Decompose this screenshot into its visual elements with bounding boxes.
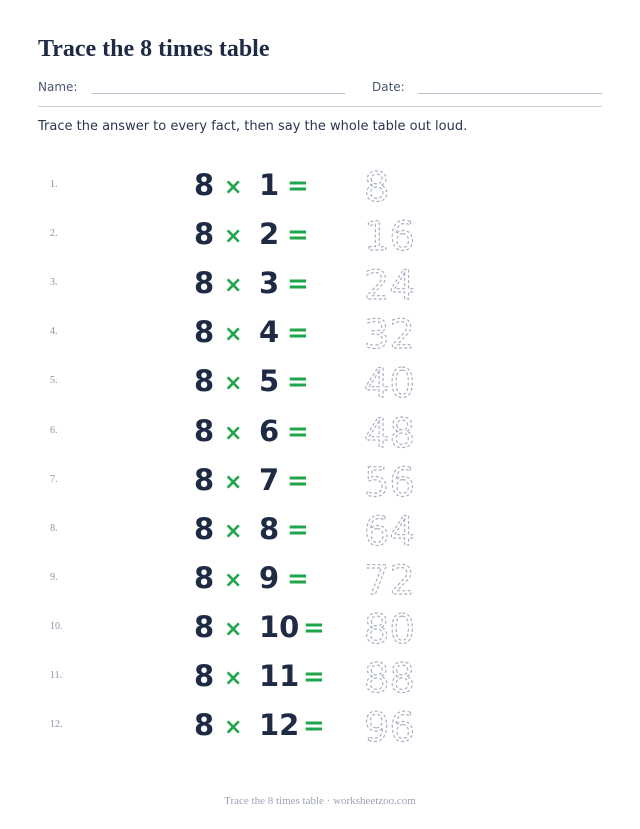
equals-sign: =	[287, 563, 309, 594]
equals-sign: =	[287, 514, 309, 545]
traceable-answer[interactable]	[362, 506, 432, 550]
dashed-answer: 56	[364, 459, 415, 501]
times-sign: ×	[224, 666, 243, 691]
dashed-answer: 80	[364, 606, 415, 648]
row-number: 2.	[50, 228, 58, 240]
dashed-answer: 48	[364, 410, 415, 452]
fact-row	[0, 260, 640, 309]
multiplicand: 8	[194, 462, 215, 497]
multiplier: 3	[259, 266, 280, 301]
equals-sign: =	[303, 612, 325, 643]
multiplicand: 8	[194, 266, 215, 301]
multiplicand: 8	[194, 708, 215, 743]
times-sign: ×	[224, 715, 243, 741]
row-number: 10.	[50, 620, 63, 632]
multiplicand: 8	[194, 168, 215, 202]
equals-sign: =	[287, 465, 309, 496]
multiplier: 1	[259, 168, 280, 202]
times-sign: ×	[224, 273, 243, 299]
header-divider	[38, 106, 602, 107]
traceable-answer[interactable]	[362, 162, 432, 206]
traceable-answer[interactable]	[362, 457, 432, 501]
instructions: Trace the answer to every fact, then say the whole table out loud.	[38, 119, 468, 134]
name-label: Name:	[38, 80, 78, 94]
date-label: Date:	[372, 80, 405, 94]
equals-sign: =	[303, 662, 325, 692]
dashed-answer: 40	[364, 361, 415, 403]
dashed-answer: 24	[364, 263, 415, 305]
multiplicand: 8	[194, 364, 215, 399]
traceable-answer[interactable]	[362, 702, 432, 746]
traceable-answer[interactable]	[362, 653, 432, 697]
fact-row	[0, 604, 640, 653]
dashed-answer: 88	[364, 656, 415, 697]
dashed-answer: 96	[364, 705, 415, 747]
multiplier: 2	[259, 217, 280, 252]
equals-sign: =	[303, 711, 325, 742]
equals-sign: =	[287, 220, 309, 251]
times-sign: ×	[224, 322, 243, 348]
dashed-answer: 64	[364, 508, 415, 550]
multiplier: 10	[259, 609, 300, 644]
multiplier: 8	[259, 511, 280, 546]
date-field[interactable]	[418, 93, 602, 94]
name-field[interactable]	[92, 93, 345, 94]
page-title: Trace the 8 times table	[38, 36, 270, 62]
multiplicand: 8	[194, 413, 215, 448]
row-number: 4.	[50, 326, 58, 338]
row-number: 7.	[50, 473, 58, 485]
multiplier: 4	[259, 315, 280, 350]
fact-row	[0, 309, 640, 358]
times-sign: ×	[224, 616, 243, 642]
row-number: 6.	[50, 424, 58, 436]
fact-row	[0, 358, 640, 407]
row-number: 5.	[50, 375, 58, 387]
multiplier: 11	[259, 659, 300, 693]
traceable-answer[interactable]	[362, 604, 432, 648]
dashed-answer: 8	[364, 165, 390, 206]
fact-row	[0, 211, 640, 260]
row-number: 9.	[50, 571, 58, 583]
times-sign: ×	[224, 420, 243, 446]
traceable-answer[interactable]	[362, 555, 432, 599]
traceable-answer[interactable]	[362, 309, 432, 353]
multiplier: 9	[259, 560, 280, 595]
multiplicand: 8	[194, 609, 215, 644]
multiplicand: 8	[194, 659, 215, 693]
fact-row	[0, 457, 640, 506]
traceable-answer[interactable]	[362, 408, 432, 452]
row-number: 11.	[50, 670, 63, 681]
times-sign: ×	[224, 175, 243, 200]
times-sign: ×	[224, 371, 243, 397]
traceable-answer[interactable]	[362, 358, 432, 402]
multiplicand: 8	[194, 511, 215, 546]
fact-row	[0, 555, 640, 604]
footer: Trace the 8 times table · worksheetzoo.com	[224, 795, 416, 807]
fact-row	[0, 653, 640, 702]
multiplicand: 8	[194, 560, 215, 595]
equals-sign: =	[287, 269, 309, 300]
multiplicand: 8	[194, 217, 215, 252]
fact-row	[0, 408, 640, 457]
equals-sign: =	[287, 171, 309, 201]
row-number: 3.	[50, 277, 58, 289]
dashed-answer: 72	[364, 557, 415, 599]
multiplier: 5	[259, 364, 280, 399]
row-number: 8.	[50, 522, 58, 534]
multiplicand: 8	[194, 315, 215, 350]
dashed-answer: 16	[364, 214, 415, 256]
equals-sign: =	[287, 318, 309, 349]
multiplier: 12	[259, 708, 300, 743]
fact-row	[0, 506, 640, 555]
equals-sign: =	[287, 367, 309, 398]
fact-row	[0, 702, 640, 751]
times-sign: ×	[224, 518, 243, 544]
times-sign: ×	[224, 567, 243, 593]
traceable-answer[interactable]	[362, 211, 432, 255]
times-sign: ×	[224, 224, 243, 250]
multiplier: 6	[259, 413, 280, 448]
multiplier: 7	[259, 462, 280, 497]
row-number: 12.	[50, 719, 63, 731]
dashed-answer: 32	[364, 312, 415, 354]
fact-row	[0, 162, 640, 211]
times-sign: ×	[224, 469, 243, 495]
equals-sign: =	[287, 416, 309, 447]
traceable-answer[interactable]	[362, 260, 432, 304]
row-number: 1.	[50, 179, 58, 190]
